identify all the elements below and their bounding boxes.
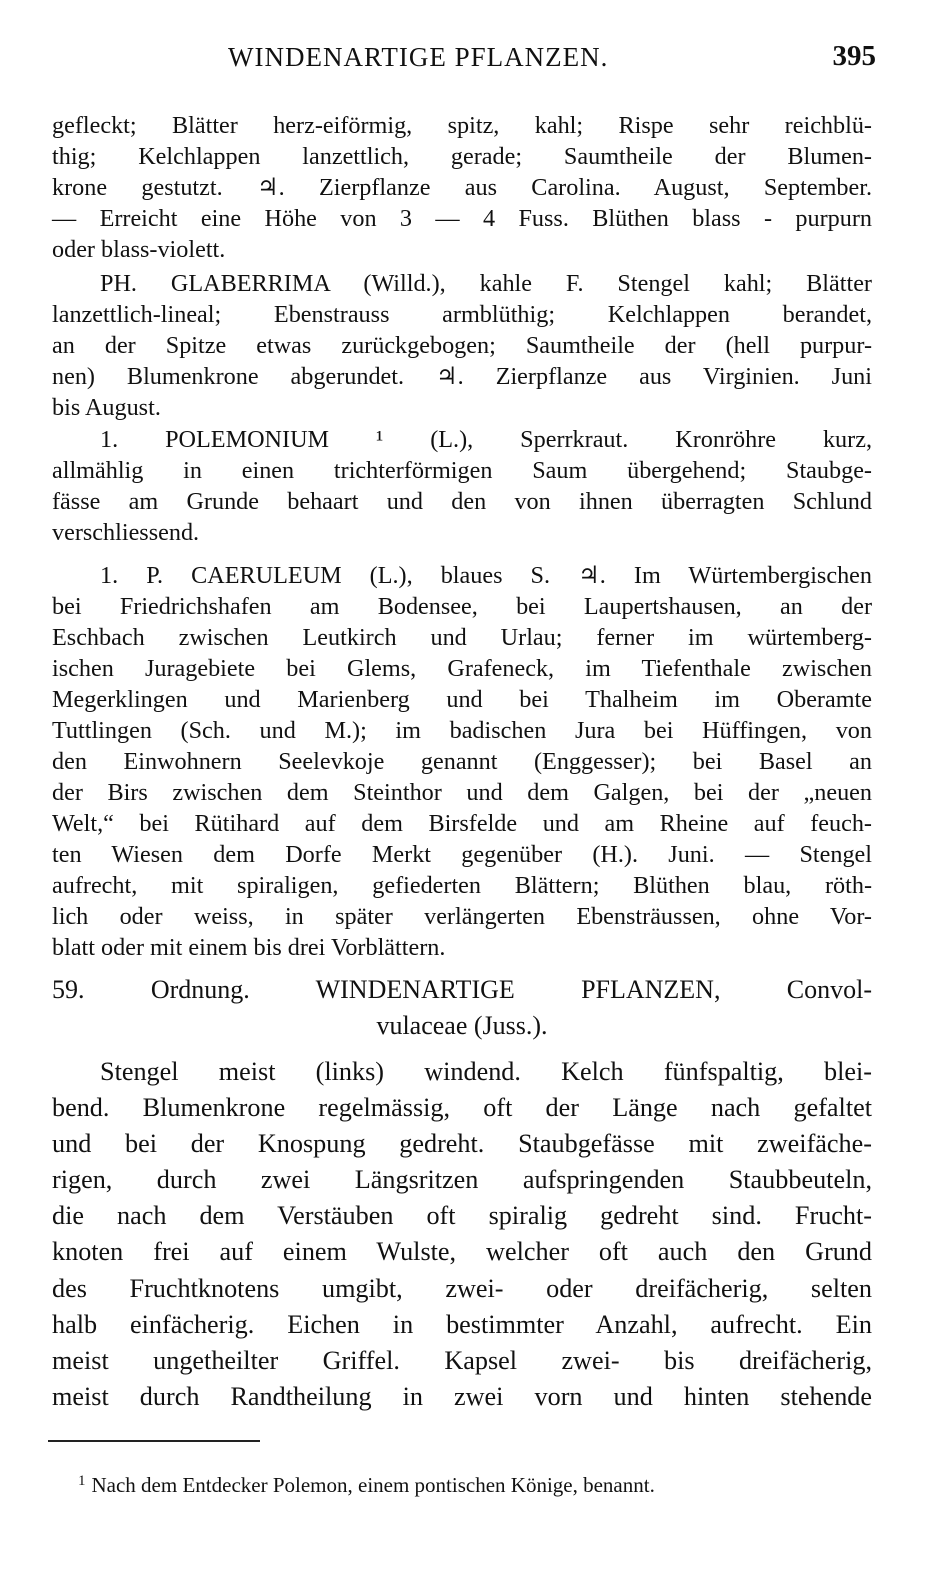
paragraph-convolvulaceae [52,1054,872,1415]
text-line: 1. P. CAERULEUM (L.), blaues S. ♃. Im Würtembergischen [100,562,872,589]
text-line: Stengel meist (links) windend. Kelch fünfspaltig, blei- [100,1057,872,1086]
text-line: des Fruchtknotens umgibt, zwei- oder dreifächerig, selten [52,1273,872,1303]
text-line: fässe am Grunde behaart und den von ihnen überragten Schlund [52,488,872,515]
paragraph-phlox-continued [52,110,872,265]
text-line: der Birs zwischen dem Steinthor und dem Galgen, bei der „neuen [52,779,872,806]
text-line: 1. POLEMONIUM ¹ (L.), Sperrkraut. Kronröhre kurz, [100,426,872,453]
running-title: WINDENARTIGE PFLANZEN. [228,42,609,72]
running-head [52,38,876,78]
text-line: ischen Juragebiete bei Glems, Grafeneck, im Tiefenthale zwischen [52,655,872,682]
text-line: knoten frei auf einem Wulste, welcher oft auch den Grund [52,1237,872,1267]
text-line: — Erreicht eine Höhe von 3 — 4 Fuss. Blüthen blass - purpurn [52,205,872,232]
text-line: an der Spitze etwas zurückgebogen; Saumtheile der (hell purpur- [52,332,872,359]
text-line: lanzettlich-lineal; Ebenstrauss armblüthig; Kelchlappen berandet, [52,301,872,328]
text-line: gefleckt; Blätter herz-eiförmig, spitz, kahl; Rispe sehr reichblü- [52,112,872,139]
text-line: Megerklingen und Marienberg und bei Thalheim im Oberamte [52,686,872,713]
text-line: ten Wiesen dem Dorfe Merkt gegenüber (H.). Juni. — Stengel [52,841,872,868]
text-line: bend. Blumenkrone regelmässig, oft der Länge nach gefaltet [52,1093,872,1123]
text-line: halb einfächerig. Eichen in bestimmter Anzahl, aufrecht. Ein [52,1309,872,1339]
text-line: aufrecht, mit spiraligen, gefiederten Blättern; Blüthen blau, röth- [52,872,872,899]
text-line: verschliessend. [52,519,200,546]
section-heading [52,972,872,1044]
text-line: krone gestutzt. ♃. Zierpflanze aus Carolina. August, September. [52,174,872,201]
section-heading-line: 59. Ordnung. WINDENARTIGE PFLANZEN, Convol- [52,975,872,1004]
footnote-marker: 1 [78,1473,86,1489]
paragraph-polemonium-genus [52,424,872,548]
paragraph-phlox-glaberrima [52,268,872,423]
text-line: Eschbach zwischen Leutkirch und Urlau; ferner im würtemberg- [52,624,872,651]
text-line: Tuttlingen (Sch. und M.); im badischen Jura bei Hüffingen, von [52,717,872,744]
section-heading-line: vulaceae (Juss.). [376,1011,548,1040]
text-line: meist durch Randtheilung in zwei vorn und hinten stehende [52,1381,872,1411]
text-line: Welt,“ bei Rütihard auf dem Birsfelde und am Rheine auf feuch- [52,810,872,837]
footnote-text: Nach dem Entdecker Polemon, einem pontischen Könige, benannt. [91,1473,655,1497]
text-line: die nach dem Verstäuben oft spiralig gedreht sind. Frucht- [52,1201,872,1231]
text-line: lich oder weiss, in später verlängerten Ebensträussen, ohne Vor- [52,903,872,930]
text-line: blatt oder mit einem bis drei Vorblättern. [52,934,446,961]
footnote [78,1467,868,1499]
text-line: meist ungetheilter Griffel. Kapsel zwei- bis dreifächerig, [52,1345,872,1375]
text-line: thig; Kelchlappen lanzettlich, gerade; Saumtheile der Blumen- [52,143,872,170]
text-line: PH. GLABERRIMA (Willd.), kahle F. Stengel kahl; Blätter [100,270,872,297]
text-line: bei Friedrichshafen am Bodensee, bei Laupertshausen, an der [52,593,872,620]
page-number: 395 [832,40,876,72]
footnote-divider [48,1440,260,1442]
text-line: nen) Blumenkrone abgerundet. ♃. Zierpflanze aus Virginien. Juni [52,363,872,390]
text-line: den Einwohnern Seelevkoje genannt (Enggesser); bei Basel an [52,748,872,775]
text-line: allmählig in einen trichterförmigen Saum übergehend; Staubge- [52,457,872,484]
text-line: oder blass-violett. [52,236,226,263]
text-line: bis August. [52,394,161,421]
paragraph-polemonium-caeruleum [52,560,872,963]
text-line: rigen, durch zwei Längsritzen aufspringenden Staubbeuteln, [52,1165,872,1195]
text-line: und bei der Knospung gedreht. Staubgefässe mit zweifäche- [52,1129,872,1159]
